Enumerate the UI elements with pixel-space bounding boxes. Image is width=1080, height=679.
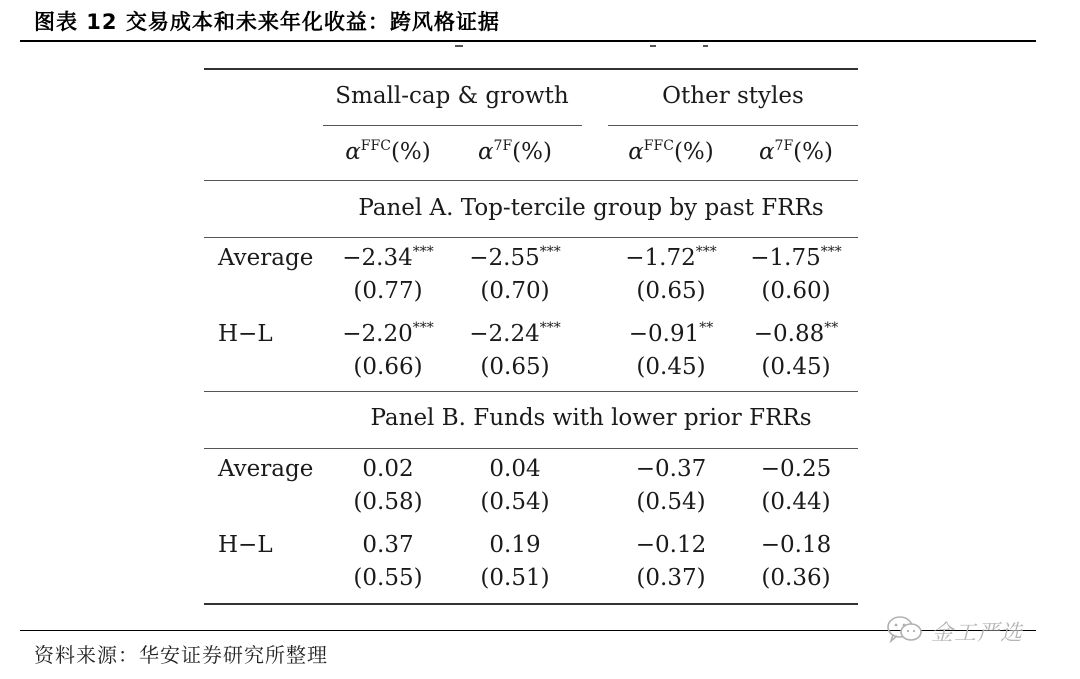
coef-cell: −2.34***: [342, 244, 434, 271]
se-cell: (0.66): [353, 354, 423, 380]
se-cell: (0.51): [480, 565, 550, 591]
title-rule: [20, 40, 1036, 42]
se-cell: (0.60): [761, 278, 831, 304]
top-rule: [204, 68, 858, 70]
header-rule: [204, 180, 858, 181]
coef-cell: 0.04: [489, 456, 541, 482]
group-rule-right: [608, 125, 858, 126]
se-cell: (0.44): [761, 489, 831, 515]
row-label: H−L: [218, 321, 273, 347]
group-header-other-styles: Other styles: [662, 83, 804, 109]
column-header: $\alpha^{7F}(\%)$: [759, 138, 833, 165]
row-label: Average: [218, 245, 314, 271]
coef-cell: −0.91**: [628, 320, 714, 347]
coef-cell: 0.37: [362, 532, 414, 558]
se-cell: (0.45): [761, 354, 831, 380]
coef-cell: −0.12: [635, 532, 707, 558]
se-cell: (0.65): [636, 278, 706, 304]
panel-title: Panel B. Funds with lower prior FRRs: [370, 405, 812, 431]
column-header: $\alpha^{7F}(\%)$: [478, 138, 552, 165]
bottom-rule: [20, 630, 1036, 631]
se-cell: (0.54): [480, 489, 550, 515]
se-cell: (0.36): [761, 565, 831, 591]
coef-cell: −0.25: [760, 456, 832, 482]
se-cell: (0.37): [636, 565, 706, 591]
watermark: [885, 614, 1023, 648]
panel-title: Panel A. Top-tercile group by past FRRs: [358, 195, 824, 221]
row-label: Average: [218, 456, 314, 482]
se-cell: (0.54): [636, 489, 706, 515]
coef-cell: −2.20***: [342, 320, 434, 347]
row-label: H−L: [218, 532, 273, 558]
watermark-text: 金工严选: [931, 620, 1024, 646]
results-table: [204, 68, 858, 605]
coef-cell: −2.24***: [469, 320, 561, 347]
group-rule-left: [323, 125, 582, 126]
se-cell: (0.77): [353, 278, 423, 304]
source-note: 资料来源：华安证券研究所整理: [34, 643, 328, 667]
se-cell: (0.55): [353, 565, 423, 591]
coef-cell: −1.75***: [750, 244, 842, 271]
panel-b-rule: [204, 448, 858, 449]
panel-a-rule: [204, 237, 858, 238]
coef-cell: −0.37: [635, 456, 707, 482]
se-cell: (0.65): [480, 354, 550, 380]
wechat-icon: [885, 614, 925, 648]
se-cell: (0.70): [480, 278, 550, 304]
coef-cell: −1.72***: [625, 244, 717, 271]
bottom-table-rule: [204, 603, 858, 605]
panel-sep-rule: [204, 391, 858, 392]
coef-cell: −0.18: [760, 532, 832, 558]
se-cell: (0.45): [636, 354, 706, 380]
figure-title: 图表 12 交易成本和未来年化收益：跨风格证据: [34, 10, 500, 34]
column-header: $\alpha^{FFC}(\%)$: [345, 138, 431, 165]
coef-cell: −2.55***: [469, 244, 561, 271]
coef-cell: 0.19: [489, 532, 541, 558]
column-header: $\alpha^{FFC}(\%)$: [628, 138, 714, 165]
scan-artifact: [455, 45, 710, 49]
group-header-small-cap: Small-cap & growth: [335, 83, 569, 109]
se-cell: (0.58): [353, 489, 423, 515]
coef-cell: 0.02: [362, 456, 414, 482]
coef-cell: −0.88**: [753, 320, 839, 347]
